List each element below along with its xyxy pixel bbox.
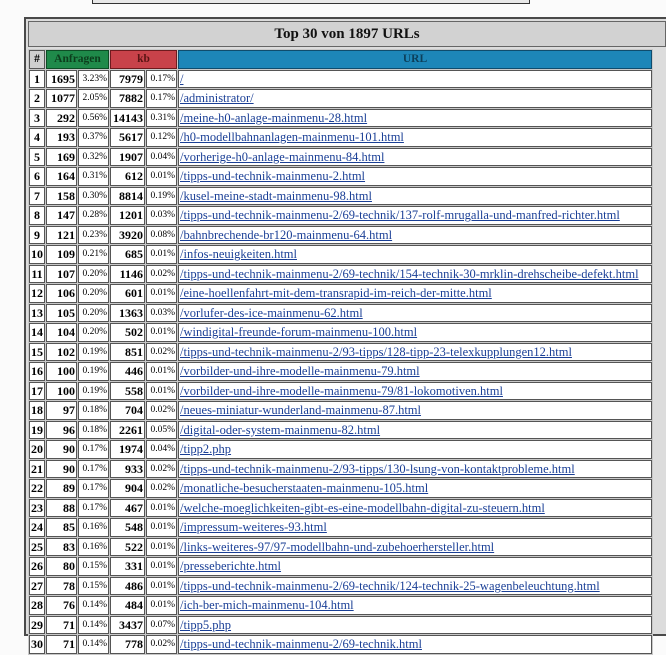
requests-cell: 88 [46, 499, 77, 518]
url-cell [178, 265, 652, 284]
url-cell [178, 109, 652, 128]
rank-cell: 14 [29, 323, 45, 342]
rank-cell: 28 [29, 596, 45, 615]
requests-cell: 158 [46, 187, 77, 206]
kb-percent-cell: 0.01% [146, 362, 177, 381]
requests-cell: 106 [46, 284, 77, 303]
kb-cell: 522 [110, 538, 145, 557]
url-cell [178, 323, 652, 342]
table-row [29, 479, 652, 498]
table-row [29, 401, 652, 420]
requests-percent-cell: 2.05% [78, 89, 109, 108]
kb-percent-cell: 0.17% [146, 89, 177, 108]
kb-percent-cell: 0.01% [146, 557, 177, 576]
requests-cell: 78 [46, 577, 77, 596]
url-cell [178, 226, 652, 245]
requests-cell: 90 [46, 440, 77, 459]
requests-percent-cell: 0.21% [78, 245, 109, 264]
requests-percent-cell: 0.37% [78, 128, 109, 147]
url-link[interactable]: /presseberichte.html [180, 559, 282, 574]
kb-percent-cell: 0.01% [146, 284, 177, 303]
kb-percent-cell: 0.31% [146, 109, 177, 128]
url-column-header: URL [178, 50, 652, 69]
requests-percent-cell: 0.32% [78, 148, 109, 167]
kb-percent-cell: 0.08% [146, 226, 177, 245]
table-row [29, 206, 652, 225]
kb-percent-cell: 0.01% [146, 499, 177, 518]
requests-percent-cell: 0.20% [78, 323, 109, 342]
kb-percent-cell: 0.02% [146, 479, 177, 498]
kb-cell: 8814 [110, 187, 145, 206]
requests-cell: 96 [46, 421, 77, 440]
url-link[interactable]: /ich-ber-mich-mainmenu-104.html [180, 598, 354, 613]
rank-cell: 4 [29, 128, 45, 147]
kb-cell: 3437 [110, 616, 145, 635]
url-link[interactable]: /tipps-und-technik-mainmenu-2/69-technik/124-technik-25-wagenbeleuchtung.html [180, 578, 600, 593]
table-row [29, 167, 652, 186]
rank-cell: 22 [29, 479, 45, 498]
rank-cell: 25 [29, 538, 45, 557]
kb-percent-cell: 0.01% [146, 577, 177, 596]
kb-cell: 484 [110, 596, 145, 615]
requests-cell: 100 [46, 382, 77, 401]
url-link[interactable]: /meine-h0-anlage-mainmenu-28.html [180, 110, 368, 125]
kb-cell: 1363 [110, 304, 145, 323]
requests-cell: 107 [46, 265, 77, 284]
table-row [29, 421, 652, 440]
url-cell [178, 616, 652, 635]
rank-cell: 21 [29, 460, 45, 479]
requests-cell: 109 [46, 245, 77, 264]
url-link[interactable]: /vorbilder-und-ihre-modelle-mainmenu-79/81-lokomotiven.html [180, 383, 503, 398]
table-row [29, 538, 652, 557]
url-link[interactable]: /infos-neuigkeiten.html [180, 247, 297, 262]
requests-cell: 169 [46, 148, 77, 167]
kb-cell: 446 [110, 362, 145, 381]
url-cell [178, 460, 652, 479]
kb-cell: 704 [110, 401, 145, 420]
kb-percent-cell: 0.03% [146, 206, 177, 225]
url-cell [178, 284, 652, 303]
rank-cell: 8 [29, 206, 45, 225]
requests-percent-cell: 0.23% [78, 226, 109, 245]
rank-cell: 27 [29, 577, 45, 596]
requests-cell: 147 [46, 206, 77, 225]
requests-percent-cell: 0.19% [78, 382, 109, 401]
kb-cell: 467 [110, 499, 145, 518]
requests-percent-cell: 0.20% [78, 265, 109, 284]
url-link[interactable]: /welche-moeglichkeiten-gibt-es-eine-modellbahn-digital-zu-steuern.html [180, 500, 545, 515]
requests-cell: 102 [46, 343, 77, 362]
url-link[interactable]: /tipps-und-technik-mainmenu-2/69-technik/137-rolf-mrugalla-und-manfred-richter.html [180, 208, 620, 223]
kb-percent-cell: 0.01% [146, 167, 177, 186]
table-row [29, 265, 652, 284]
url-link[interactable]: /tipp2.php [180, 442, 232, 457]
requests-cell: 85 [46, 518, 77, 537]
url-cell [178, 421, 652, 440]
kb-column-header: kb [110, 50, 177, 69]
kb-cell: 1201 [110, 206, 145, 225]
rank-cell: 15 [29, 343, 45, 362]
requests-percent-cell: 0.16% [78, 518, 109, 537]
url-cell [178, 362, 652, 381]
table-row [29, 89, 652, 108]
url-report-panel [24, 17, 666, 652]
rank-cell: 6 [29, 167, 45, 186]
requests-cell: 121 [46, 226, 77, 245]
kb-cell: 7882 [110, 89, 145, 108]
requests-cell: 164 [46, 167, 77, 186]
url-cell [178, 577, 652, 596]
table-row [29, 109, 652, 128]
kb-percent-cell: 0.01% [146, 538, 177, 557]
kb-percent-cell: 0.02% [146, 265, 177, 284]
requests-percent-cell: 0.18% [78, 401, 109, 420]
kb-cell: 685 [110, 245, 145, 264]
requests-cell: 90 [46, 460, 77, 479]
url-cell [178, 538, 652, 557]
kb-percent-cell: 0.12% [146, 128, 177, 147]
table-row [29, 557, 652, 576]
kb-cell: 851 [110, 343, 145, 362]
url-cell [178, 70, 652, 89]
table-row [29, 245, 652, 264]
kb-cell: 502 [110, 323, 145, 342]
requests-cell: 1077 [46, 89, 77, 108]
requests-percent-cell: 0.16% [78, 538, 109, 557]
rank-cell: 12 [29, 284, 45, 303]
url-cell [178, 304, 652, 323]
requests-percent-cell: 0.17% [78, 479, 109, 498]
kb-percent-cell: 0.19% [146, 187, 177, 206]
url-link[interactable]: /vorbilder-und-ihre-modelle-mainmenu-79.html [180, 364, 420, 379]
requests-cell: 71 [46, 616, 77, 635]
url-cell [178, 518, 652, 537]
requests-percent-cell: 0.30% [78, 187, 109, 206]
requests-percent-cell: 0.14% [78, 616, 109, 635]
url-cell [178, 440, 652, 459]
kb-percent-cell: 0.01% [146, 323, 177, 342]
requests-column-header: Anfragen [46, 50, 109, 69]
rank-cell: 16 [29, 362, 45, 381]
kb-percent-cell: 0.01% [146, 245, 177, 264]
requests-percent-cell: 0.17% [78, 499, 109, 518]
url-link[interactable]: /vorlufer-des-ice-mainmenu-62.html [180, 305, 363, 320]
table-row [29, 362, 652, 381]
url-cell [178, 128, 652, 147]
kb-percent-cell: 0.04% [146, 440, 177, 459]
requests-cell: 105 [46, 304, 77, 323]
url-cell [178, 245, 652, 264]
rank-cell: 13 [29, 304, 45, 323]
url-cell [178, 148, 652, 167]
table-row [29, 499, 652, 518]
requests-cell: 89 [46, 479, 77, 498]
url-link[interactable]: /tipps-und-technik-mainmenu-2/69-technik/154-technik-30-mrklin-drehscheibe-defekt.html [180, 266, 639, 281]
url-link[interactable]: /tipps-und-technik-mainmenu-2.html [180, 169, 366, 184]
table-row [29, 382, 652, 401]
requests-cell: 97 [46, 401, 77, 420]
url-link[interactable]: /digital-oder-system-mainmenu-82.html [180, 422, 381, 437]
rank-column-header: # [29, 50, 45, 69]
rank-cell: 24 [29, 518, 45, 537]
url-link[interactable]: /monatliche-besucherstaaten-mainmenu-105.html [180, 481, 429, 496]
rank-cell: 11 [29, 265, 45, 284]
table-row [29, 187, 652, 206]
kb-cell: 601 [110, 284, 145, 303]
url-link[interactable]: /links-weiteres-97/97-modellbahn-und-zubehoerhersteller.html [180, 539, 495, 554]
requests-percent-cell: 0.19% [78, 362, 109, 381]
rank-cell: 23 [29, 499, 45, 518]
kb-cell: 933 [110, 460, 145, 479]
table-body [29, 70, 652, 654]
rank-cell: 19 [29, 421, 45, 440]
requests-cell: 83 [46, 538, 77, 557]
table-row [29, 128, 652, 147]
url-link[interactable]: /tipps-und-technik-mainmenu-2/93-tipps/130-lsung-von-kontaktprobleme.html [180, 461, 575, 476]
url-cell [178, 596, 652, 615]
requests-percent-cell: 0.56% [78, 109, 109, 128]
table-row [29, 284, 652, 303]
kb-cell: 1974 [110, 440, 145, 459]
url-cell [178, 635, 652, 654]
requests-percent-cell: 0.31% [78, 167, 109, 186]
url-cell [178, 557, 652, 576]
kb-percent-cell: 0.02% [146, 635, 177, 654]
url-link[interactable]: /tipps-und-technik-mainmenu-2/69-technik.html [180, 637, 422, 652]
table-row [29, 616, 652, 635]
kb-cell: 2261 [110, 421, 145, 440]
requests-percent-cell: 0.28% [78, 206, 109, 225]
rank-cell: 3 [29, 109, 45, 128]
table-row [29, 440, 652, 459]
rank-cell: 18 [29, 401, 45, 420]
rank-cell: 10 [29, 245, 45, 264]
requests-percent-cell: 0.14% [78, 635, 109, 654]
kb-cell: 1907 [110, 148, 145, 167]
kb-cell: 778 [110, 635, 145, 654]
kb-cell: 3920 [110, 226, 145, 245]
url-link[interactable]: /kusel-meine-stadt-mainmenu-98.html [180, 188, 372, 203]
requests-cell: 71 [46, 635, 77, 654]
rank-cell: 30 [29, 635, 45, 654]
kb-cell: 14143 [110, 109, 145, 128]
rank-cell: 9 [29, 226, 45, 245]
kb-percent-cell: 0.04% [146, 148, 177, 167]
url-link[interactable]: /administrator/ [180, 91, 254, 106]
url-link[interactable]: / [180, 71, 184, 86]
requests-percent-cell: 0.15% [78, 557, 109, 576]
rank-cell: 1 [29, 70, 45, 89]
table-row [29, 635, 652, 654]
kb-percent-cell: 0.05% [146, 421, 177, 440]
requests-percent-cell: 0.20% [78, 284, 109, 303]
kb-cell: 5617 [110, 128, 145, 147]
table-row [29, 460, 652, 479]
kb-percent-cell: 0.02% [146, 460, 177, 479]
kb-cell: 7979 [110, 70, 145, 89]
rank-cell: 29 [29, 616, 45, 635]
requests-percent-cell: 0.18% [78, 421, 109, 440]
requests-percent-cell: 3.23% [78, 70, 109, 89]
url-link[interactable]: /impressum-weiteres-93.html [180, 520, 327, 535]
url-link[interactable]: /tipps-und-technik-mainmenu-2/93-tipps/128-tipp-23-telexkupplungen12.html [180, 344, 572, 359]
rank-cell: 5 [29, 148, 45, 167]
kb-percent-cell: 0.01% [146, 382, 177, 401]
kb-cell: 548 [110, 518, 145, 537]
requests-percent-cell: 0.20% [78, 304, 109, 323]
url-cell [178, 206, 652, 225]
url-link[interactable]: /bahnbrechende-br120-mainmenu-64.html [180, 227, 393, 242]
page-top-edge [92, 0, 530, 4]
requests-cell: 80 [46, 557, 77, 576]
requests-percent-cell: 0.15% [78, 577, 109, 596]
kb-cell: 1146 [110, 265, 145, 284]
kb-percent-cell: 0.03% [146, 304, 177, 323]
requests-cell: 104 [46, 323, 77, 342]
url-table [28, 49, 653, 655]
kb-percent-cell: 0.01% [146, 596, 177, 615]
kb-cell: 486 [110, 577, 145, 596]
kb-cell: 331 [110, 557, 145, 576]
url-cell [178, 343, 652, 362]
table-row [29, 148, 652, 167]
kb-percent-cell: 0.17% [146, 70, 177, 89]
requests-percent-cell: 0.17% [78, 440, 109, 459]
table-row [29, 70, 652, 89]
requests-cell: 100 [46, 362, 77, 381]
requests-cell: 76 [46, 596, 77, 615]
requests-cell: 193 [46, 128, 77, 147]
url-cell [178, 167, 652, 186]
url-cell [178, 382, 652, 401]
requests-percent-cell: 0.19% [78, 343, 109, 362]
table-row [29, 343, 652, 362]
kb-percent-cell: 0.02% [146, 343, 177, 362]
url-cell [178, 479, 652, 498]
table-row [29, 577, 652, 596]
url-link[interactable]: /eine-hoellenfahrt-mit-dem-transrapid-im-reich-der-mitte.html [180, 286, 492, 301]
url-cell [178, 187, 652, 206]
requests-percent-cell: 0.14% [78, 596, 109, 615]
rank-cell: 20 [29, 440, 45, 459]
rank-cell: 2 [29, 89, 45, 108]
table-row [29, 518, 652, 537]
requests-cell: 292 [46, 109, 77, 128]
url-link[interactable]: /tipp5.php [180, 617, 232, 632]
kb-cell: 612 [110, 167, 145, 186]
rank-cell: 17 [29, 382, 45, 401]
kb-percent-cell: 0.02% [146, 401, 177, 420]
rank-cell: 7 [29, 187, 45, 206]
url-link[interactable]: /vorherige-h0-anlage-mainmenu-84.html [180, 149, 385, 164]
url-link[interactable]: /neues-miniatur-wunderland-mainmenu-87.html [180, 403, 422, 418]
rank-cell: 26 [29, 557, 45, 576]
table-row [29, 304, 652, 323]
table-row [29, 226, 652, 245]
report-title: Top 30 von 1897 URLs [28, 21, 666, 47]
kb-percent-cell: 0.07% [146, 616, 177, 635]
requests-cell: 1695 [46, 70, 77, 89]
url-cell [178, 89, 652, 108]
table-row [29, 596, 652, 615]
table-header-row [29, 50, 652, 69]
kb-percent-cell: 0.01% [146, 518, 177, 537]
url-link[interactable]: /h0-modellbahnanlagen-mainmenu-101.html [180, 130, 404, 145]
url-link[interactable]: /windigital-freunde-forum-mainmenu-100.html [180, 325, 418, 340]
table-row [29, 323, 652, 342]
kb-cell: 904 [110, 479, 145, 498]
url-cell [178, 499, 652, 518]
requests-percent-cell: 0.17% [78, 460, 109, 479]
kb-cell: 558 [110, 382, 145, 401]
url-cell [178, 401, 652, 420]
